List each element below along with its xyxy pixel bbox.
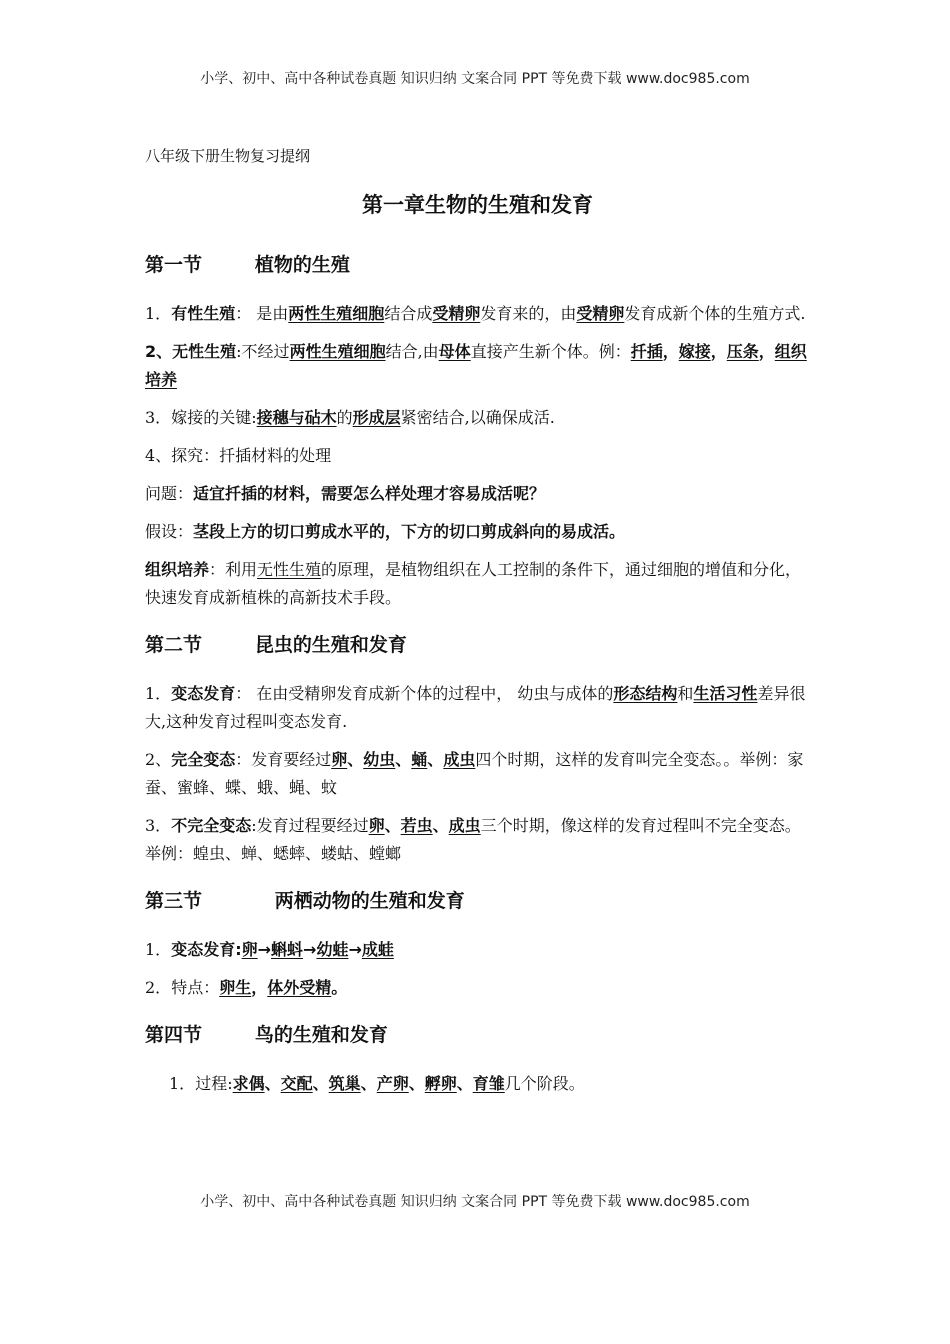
page-header: 小学、初中、高中各种试卷真题 知识归纳 文案合同 PPT 等免费下载 www.doc985.com [200,71,750,87]
s1-question: 问题：适宜扦插的材料，需要怎么样处理才容易成活呢？ [145,484,546,503]
s3-item2: 2．特点：卵生，体外受精。 [145,978,348,997]
s1-tissue-culture: 组织培养：利用无性生殖的原理，是植物组织在人工控制的条件下，通过细胞的增值和分化，快速发育成新植株的高新技术手段。 [145,560,802,607]
s3-item1: 1．变态发育:卵→蝌蚪→幼蛙→成蛙 [145,940,394,959]
s1-item3: 3．嫁接的关键:接穗与砧木的形成层紧密结合,以确保成活. [145,408,555,427]
chapter-title: 第一章生物的生殖和发育 [362,193,593,217]
section-2-title: 第二节 昆虫的生殖和发育 [145,634,407,656]
s1-hypothesis: 假设：茎段上方的切口剪成水平的，下方的切口剪成斜向的易成活。 [145,522,626,541]
s2-item1: 1．变态发育： 在由受精卵发育成新个体的过程中， 幼虫与成体的形态结构和生活习性差异很大,这种发育过程叫变态发育. [145,684,806,731]
section-3-title: 第三节 两栖动物的生殖和发育 [145,890,465,912]
s4-item1: 1．过程:求偶、交配、筑巢、产卵、孵卵、育雏几个阶段。 [169,1074,585,1093]
doc-subtitle: 八年级下册生物复习提纲 [145,147,311,165]
section-4-title: 第四节 鸟的生殖和发育 [145,1024,388,1046]
section-1-title: 第一节 植物的生殖 [145,254,350,276]
page-footer: 小学、初中、高中各种试卷真题 知识归纳 文案合同 PPT 等免费下载 www.doc985.com [200,1194,750,1210]
s1-item1: 1．有性生殖： 是由两性生殖细胞结合成受精卵发育来的，由受精卵发育成新个体的生殖方式. [145,304,806,323]
document-body [145,144,810,1108]
s1-item2: 2、无性生殖:不经过两性生殖细胞结合,由母体直接产生新个体。例：扦插，嫁接，压条，组织培养 [145,342,807,389]
s2-item3: 3．不完全变态:发育过程要经过卵、若虫、成虫三个时期，像这样的发育过程叫不完全变态。举例：蝗虫、蝉、蟋蟀、蝼蛄、螳螂 [145,816,801,863]
s2-item2: 2、完全变态：发育要经过卵、幼虫、蛹、成虫四个时期，这样的发育叫完全变态。。举例：家蚕、蜜蜂、蝶、蛾、蝇、蚊 [145,750,804,797]
s1-item4: 4、探究：扦插材料的处理 [145,446,332,465]
